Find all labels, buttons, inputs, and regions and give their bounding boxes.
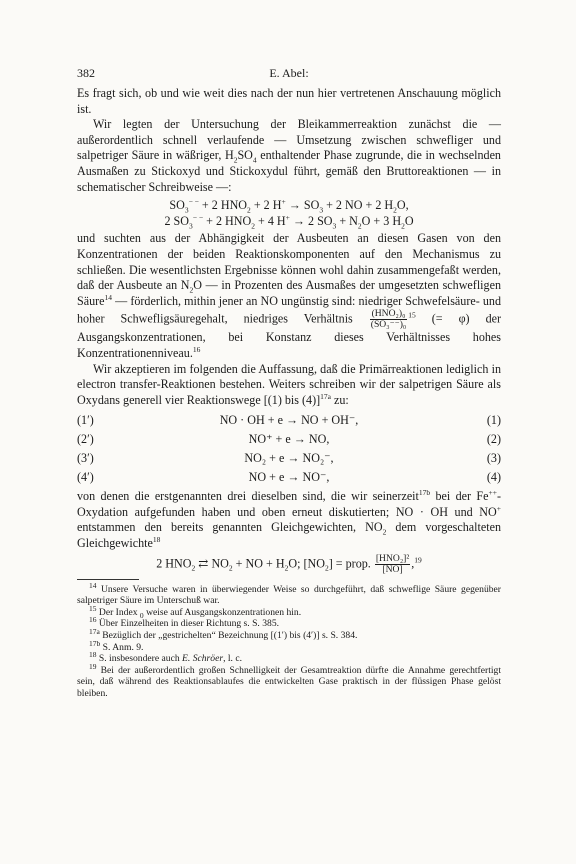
footnote-18-text-a: S. insbesondere auch [96, 653, 183, 665]
eq-2-formula: NO⁺ + e → NO, [248, 432, 330, 447]
eq-4-right-label: (4) [486, 470, 501, 485]
p2-text-c: enthaltender Phase zugrunde, die in wechselnden Ausmaßen zu Stickoxyd und Stickoxydul führt, gemäß den Bruttoreaktionen — in schematischer Schreibweise —: [77, 148, 501, 194]
r1-s2: 2 [247, 205, 251, 215]
p2-text-b: SO [237, 148, 253, 163]
footnote-19-text: Bei der außerordentlich großen Schnelligkeit der Gesamtreaktion dürfte die Annahme gerechtfertigt sein, daß während des Reaktionsablaufes die entwickelten Gase praktisch in der flüssigen Phase gelöst bleiben. [77, 664, 501, 699]
eqm-a: 2 HNO [156, 555, 192, 570]
paragraph-2 [77, 117, 501, 195]
footnote-ref-19: 19 [414, 554, 422, 564]
eq-1-formula: NO · OH + e → NO + OH⁻, [219, 413, 359, 428]
p3-phi: (= φ) [415, 311, 470, 326]
equation-1 [77, 411, 501, 430]
ratio-denominator: (SO₃⁻⁻)₀ [370, 319, 407, 331]
r2-s4: 2 [357, 221, 362, 231]
footnote-14 [77, 580, 501, 607]
footnote-18-text-b: , l. c. [223, 653, 242, 665]
footnote-ref-16: 16 [192, 344, 201, 354]
footnote-17a-number: 17a [89, 626, 100, 636]
equation-3 [77, 449, 501, 468]
footnote-ref-17a: 17a [320, 391, 331, 401]
footnote-16 [77, 615, 501, 630]
r2-c: + 4 H [254, 213, 286, 228]
p5-text-e: dem vorgeschalteten Gleichgewichte [77, 520, 501, 551]
p4-text-a: Wir akzeptieren im folgenden die Auffassung, daß die Primärreaktionen lediglich in electron transfer-Reaktionen bestehen. Weiters schreiben wir der salpetrigen Säure als Oxydans generell vier Reaktionswege [(1) bis (4)] [77, 361, 501, 407]
r1-charge: − − [188, 197, 199, 207]
footnote-17b [77, 638, 501, 654]
p3-text-a: und suchten aus der Abhängigkeit der Ausbeuten an diesen Gasen von den Konzentrationen der beiden Reaktionskomponenten auf den Mechanismus zu schließen. Die wesentlichsten Ergebnisse können wohl dahin zusammengefaßt werden, daß der Ausbeute an N [77, 231, 501, 293]
eqm-b: NO [211, 555, 229, 570]
paragraph-3 [77, 231, 501, 361]
r1-plus: + [281, 197, 286, 207]
r2-f: O + 3 H [361, 213, 402, 228]
footnote-15-text-b: weise auf Ausgangskonzentrationen hin. [143, 606, 302, 618]
r1-f: O, [396, 198, 409, 213]
eqm-c: + NO + H [232, 555, 285, 570]
eq-3-formula: NO₂ + e → NO₂⁻, [244, 451, 334, 466]
r2-g: O [404, 213, 414, 228]
footnote-15-number: 15 [89, 603, 97, 613]
r2-plus: + [285, 212, 290, 222]
p5-sub: 2 [382, 527, 387, 537]
eq-4-left-label: (4′) [77, 470, 94, 485]
equilibrium-arrow: ⇄ [195, 555, 212, 570]
r2-b: + 2 HNO [203, 213, 252, 228]
r2-s3: 3 [332, 221, 337, 231]
eqm-d: O; [NO [288, 555, 325, 570]
footnote-15-text-a: Der Index [96, 606, 140, 618]
p5-text-b: bei der Fe [430, 489, 489, 504]
p5-text-a: von denen die erstgenannten drei dieselben sind, die wir seinerzeit [77, 489, 419, 504]
r2-charge: − − [192, 212, 204, 222]
p3-text-b: O — in Prozenten des Ausmaßes der umgesetzten schwefligen Säure [77, 278, 502, 308]
eqm-d-sub: 2 [324, 563, 329, 573]
paragraph-1-text: Es fragt sich, ob und wie weit dies nach der nun hier vertretenen Anschauung möglich ist. [77, 86, 501, 116]
equation-4 [77, 468, 501, 487]
footnote-14-number: 14 [89, 580, 97, 590]
page-number: 382 [77, 66, 95, 80]
eq-1-left-label: (1′) [77, 413, 94, 428]
p2-sub-a: 2 [233, 155, 238, 165]
p5-plus: + [496, 503, 501, 513]
eq-1-right-label: (1) [486, 413, 501, 428]
ratio-fraction [370, 309, 407, 330]
r1-a: SO [169, 198, 185, 213]
p2-sub-b: 4 [252, 155, 257, 165]
eq-3-left-label: (3′) [77, 451, 94, 466]
footnote-18 [77, 650, 501, 665]
r1-d: → SO [285, 198, 320, 213]
eq-2-right-label: (2) [486, 432, 501, 447]
eqm-b-sub: 2 [228, 563, 233, 573]
r1-c: + 2 H [250, 198, 282, 213]
paragraph-5 [77, 489, 501, 551]
r2-s1: 3 [188, 221, 193, 231]
eqm-c-sub: 2 [284, 563, 289, 573]
r2-a: 2 SO [164, 213, 189, 228]
footnote-17b-text: S. Anm. 9. [100, 641, 144, 653]
paragraph-4 [77, 362, 501, 409]
footnote-16-text: Über Einzelheiten in dieser Richtung s. S. 385. [96, 618, 280, 630]
footnote-ref-15: 15 [408, 310, 416, 320]
r2-s5: 2 [401, 221, 405, 231]
footnote-15-index: 0 [139, 610, 144, 620]
eq-4-formula: NO + e → NO⁻, [248, 470, 330, 485]
eqm-e: ] = prop. [328, 555, 374, 570]
p4-text-b: zu: [330, 392, 349, 407]
reaction-1 [77, 198, 501, 214]
paragraph-1 [77, 86, 501, 117]
equilibrium-fraction [375, 554, 410, 575]
footnote-ref-14: 14 [104, 292, 113, 302]
p5-text-d: entstammen den bereits genannten Gleichgewichten, NO [77, 520, 383, 535]
footnote-16-number: 16 [89, 615, 97, 625]
running-header [77, 66, 501, 82]
r2-d: → 2 SO [289, 213, 333, 228]
eq-3-right-label: (3) [486, 451, 501, 466]
footnote-17b-number: 17b [89, 638, 101, 648]
p2-text-a: Wir legten der Untersuchung der Bleikammerreaktion zunächst die — außerordentlich schnell verlaufende — Umsetzung zwischen schwefliger und salpetriger Säure in wäßriger, H [77, 117, 501, 163]
r1-b: + 2 HNO [198, 198, 248, 213]
footnote-rule [77, 579, 139, 580]
eqm-f: , [411, 555, 415, 570]
p3-text-c: — förderlich, mithin jener an NO ungünstig sind: niedriger Schwefelsäure- und hoher Schwefligsäuregehalt, niedriges Verhältnis [77, 293, 501, 326]
r1-s1: 3 [184, 205, 189, 215]
footnote-ref-18: 18 [152, 535, 161, 545]
p3-text-d: der Ausgangskonzentrationen, bei Konstanz dieses Verhältnisses hohes Konzentrationenniveau. [77, 311, 502, 360]
ratio-numerator: (HNO₂)₀ [371, 308, 406, 320]
equation-2 [77, 430, 501, 449]
r2-s2: 2 [251, 221, 255, 231]
r1-e: + 2 NO + 2 H [323, 198, 394, 213]
footnote-19-number: 19 [89, 661, 97, 671]
equation-list [77, 411, 501, 487]
p5-text-c: -Oxydation aufgefunden haben und oben erneut diskutierten; NO · OH und NO [77, 489, 501, 519]
equilibrium-equation [77, 554, 501, 575]
footnote-18-number: 18 [89, 650, 97, 660]
eq-2-left-label: (2′) [77, 432, 94, 447]
equilibrium-numerator: [HNO₂]² [375, 552, 410, 564]
footnote-14-text: Unsere Versuche waren in überwiegender Weise so durchgeführt, daß schweflige Säure gegenüber salpetriger Säure im Unterschuß war. [77, 583, 501, 607]
reaction-2 [77, 214, 501, 230]
r1-s3: 3 [319, 205, 324, 215]
equilibrium-denominator: [NO] [382, 563, 403, 575]
running-author: E. Abel: [269, 66, 309, 80]
footnote-18-author: E. Schröer [182, 653, 224, 665]
footnote-17a [77, 626, 501, 642]
r2-e: + N [336, 213, 358, 228]
footnote-19 [77, 661, 501, 700]
p3-sub-a: 2 [189, 285, 194, 295]
r1-s4: 2 [393, 205, 397, 215]
eqm-a-sub: 2 [191, 563, 196, 573]
page [77, 66, 501, 700]
p5-charge: ++ [488, 488, 497, 498]
footnotes [77, 580, 501, 700]
footnote-17a-text: Bezüglich der „gestrichelten“ Bezeichnung [(1′) bis (4′)] s. S. 384. [99, 630, 358, 642]
footnote-ref-17b: 17b [418, 488, 431, 498]
